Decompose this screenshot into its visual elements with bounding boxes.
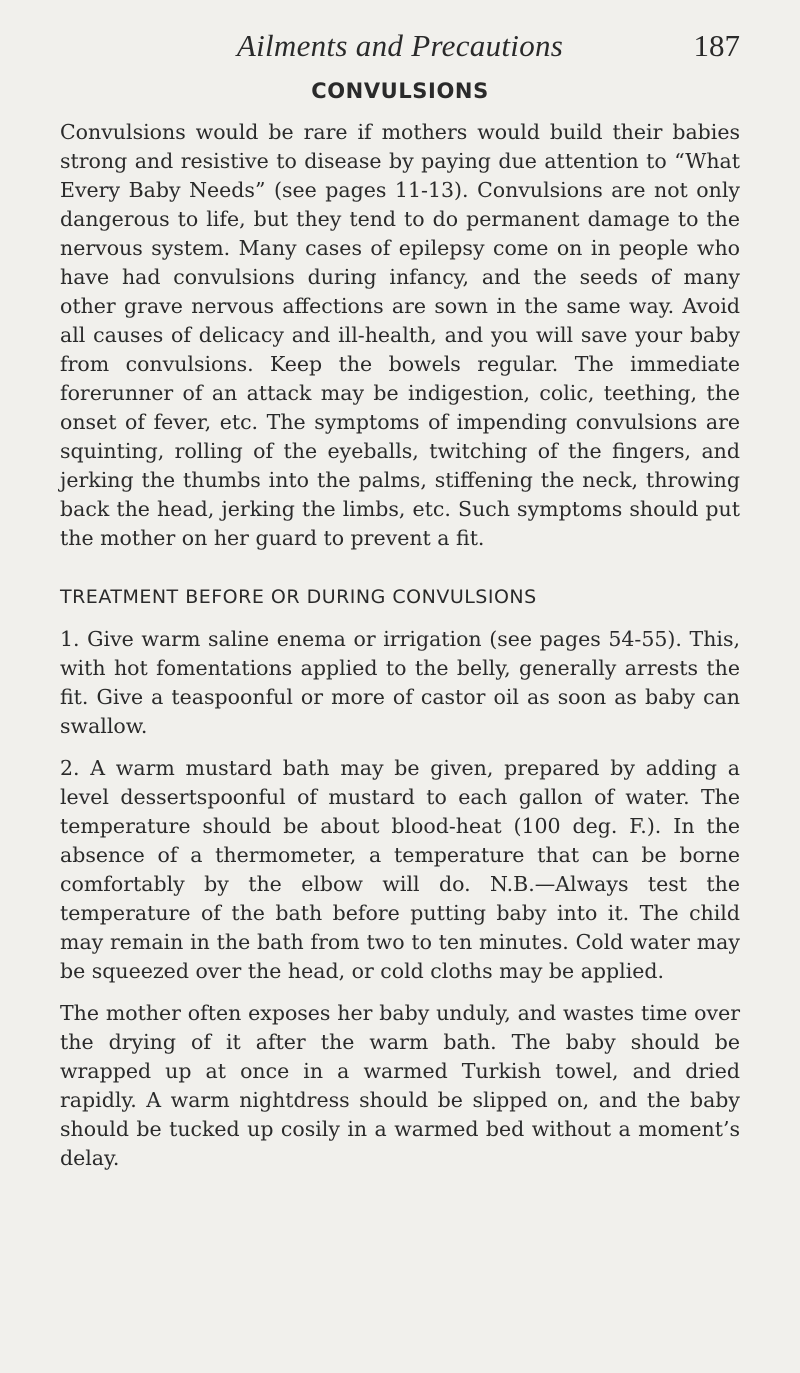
intro-paragraph: Convulsions would be rare if mothers would build their babies strong and resistive to disease by paying due attention to “What Every Baby Needs” (see pages 11-13). Convulsions are not only dangerous to life, but they tend to do permanent damage to the nervous system. Many cases of epilepsy come on in people who have had convulsions during infancy, and the seeds of many other grave nervous affections are sown in the same way. Avoid all causes of delicacy and ill-health, and you will save your baby from convulsions. Keep the bowels regular. The immediate forerunner of an attack may be indigestion, colic, teething, the onset of fever, etc. The symptoms of impending convulsions are squinting, rolling of the eyeballs, twitching of the fingers, and jerking the thumbs into the palms, stiffening the neck, throwing back the head, jerking the limbs, etc. Such symptoms should put the mother on her guard to prevent a fit. [60,120,740,550]
aftercare-paragraph: The mother often exposes her baby unduly, and wastes time over the drying of it after the warm bath. The baby should be wrapped up at once in a warmed Turkish towel, and dried rapidly. A warm nightdress should be slipped on, and the baby should be tucked up cosily in a warmed bed without a moment’s delay. [60,1001,740,1170]
treatment-step-2: 2. A warm mustard bath may be given, prepared by adding a level dessertspoonful of mustard to each gallon of water. The temperature should be about blood-heat (100 deg. F.). In the absence of a thermometer, a temperature that can be borne comfortably by the elbow will do. N.B.—Always test the temperature of the bath before putting baby into it. The child may remain in the bath from two to ten minutes. Cold water may be squeezed over the head, or cold cloths may be applied. [60,756,740,983]
section-title: CONVULSIONS [311,79,489,103]
page-number: 187 [693,28,740,63]
treatment-heading: TREATMENT BEFORE OR DURING CONVULSIONS [60,586,537,608]
header-title: Ailments and Precautions [236,28,564,63]
running-head [60,28,740,68]
page-content [60,76,740,1173]
treatment-step-1: 1. Give warm saline enema or irrigation (see pages 54-55). This, with hot fomentations applied to the belly, generally arrests the fit. Give a teaspoonful or more of castor oil as soon as baby can swallow. [60,627,740,738]
